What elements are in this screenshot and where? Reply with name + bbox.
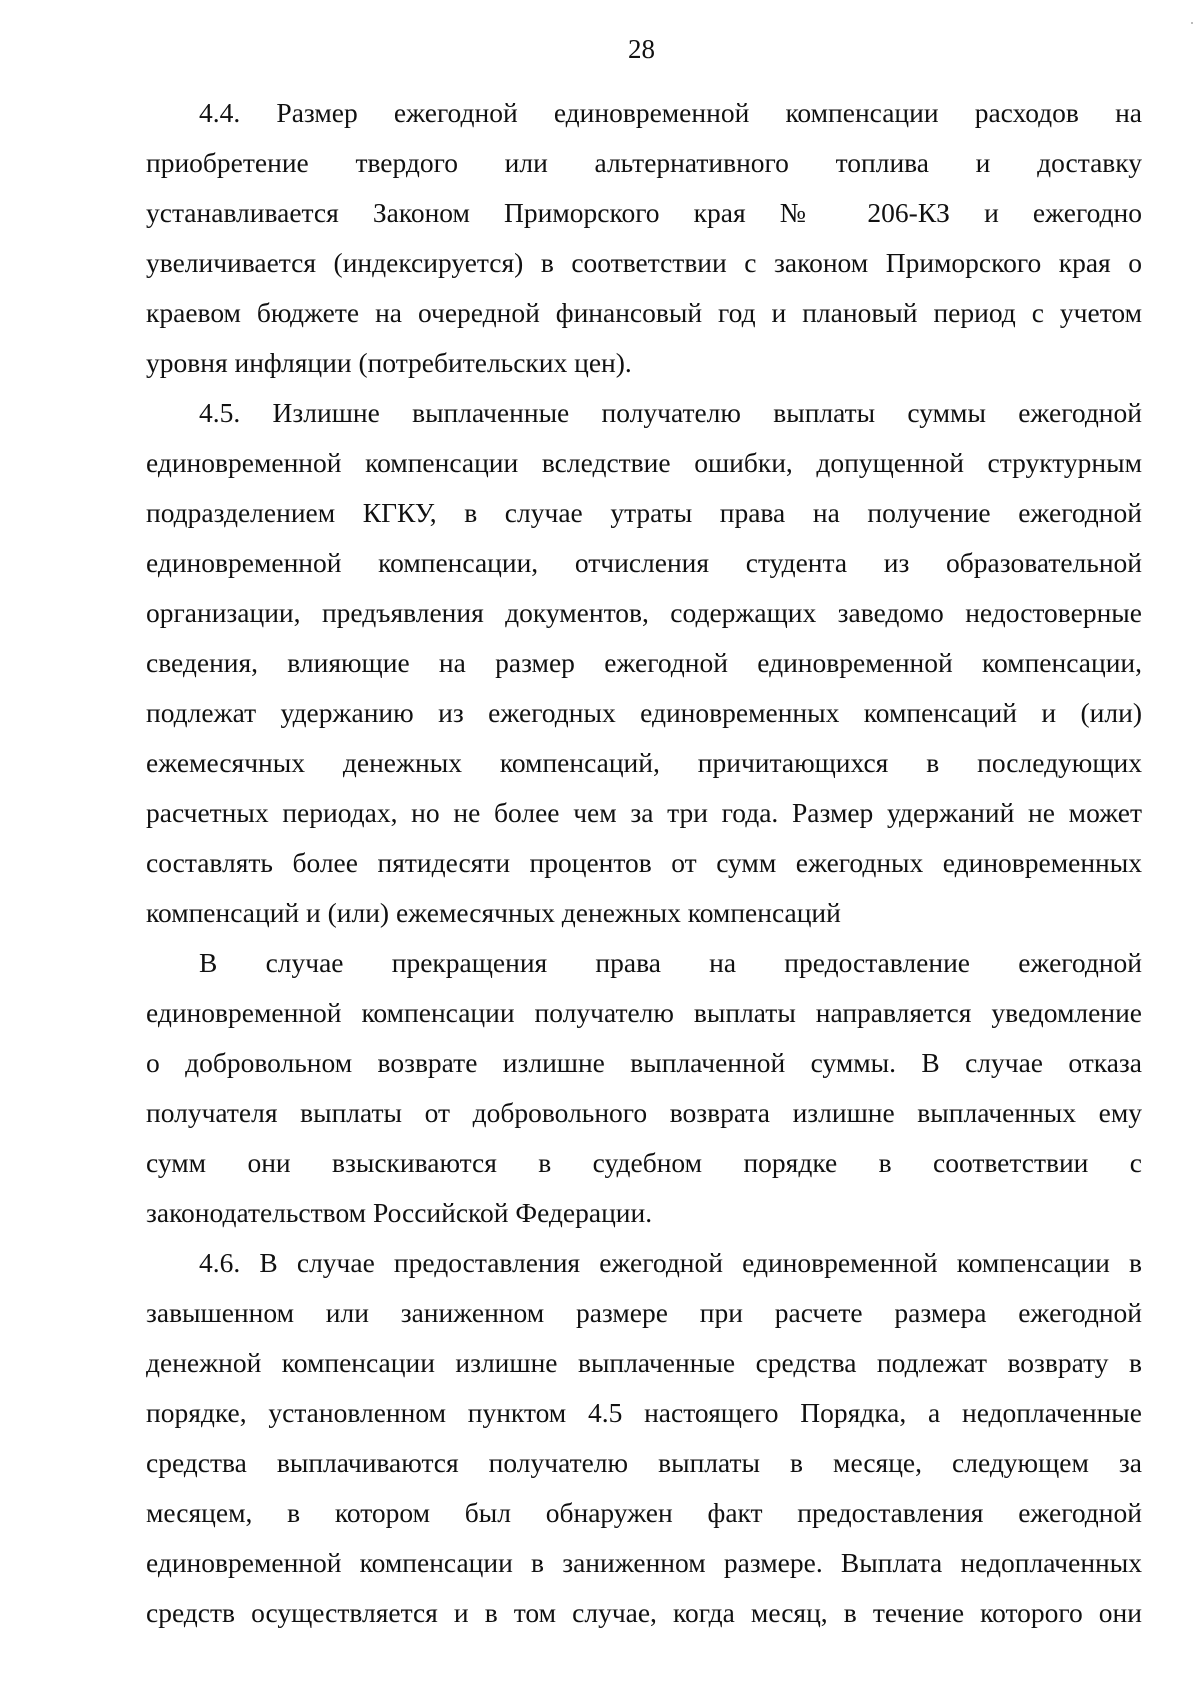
- document-body: [146, 88, 1142, 1638]
- text-line: расчетных периодах, но не более чем за три года. Размер удержаний не может: [146, 797, 1142, 828]
- text-line: увеличивается (индексируется) в соответствии с законом Приморского края о: [146, 247, 1142, 278]
- paragraph-4-6: [146, 1238, 1142, 1638]
- text-line: сведения, влияющие на размер ежегодной единовременной компенсации,: [146, 647, 1142, 678]
- text-line: единовременной компенсации получателю выплаты направляется уведомление: [146, 997, 1142, 1028]
- text-line: 4.5. Излишне выплаченные получателю выплаты суммы ежегодной: [199, 397, 1142, 428]
- text-line: о добровольном возврате излишне выплаченной суммы. В случае отказа: [146, 1047, 1142, 1078]
- text-line: составлять более пятидесяти процентов от сумм ежегодных единовременных: [146, 847, 1142, 878]
- text-line: устанавливается Законом Приморского края № 206-КЗ и ежегодно: [146, 197, 1142, 228]
- text-line: средств осуществляется и в том случае, когда месяц, в течение которого они: [146, 1597, 1142, 1628]
- text-line: единовременной компенсации в заниженном размере. Выплата недоплаченных: [146, 1547, 1142, 1578]
- scan-artifact: [1191, 22, 1193, 24]
- text-line: компенсаций и (или) ежемесячных денежных компенсаций: [146, 897, 841, 928]
- text-line: законодательством Российской Федерации.: [146, 1197, 653, 1228]
- text-line: получателя выплаты от добровольного возврата излишне выплаченных ему: [146, 1097, 1142, 1128]
- text-line: завышенном или заниженном размере при расчете размера ежегодной: [146, 1297, 1142, 1328]
- text-line: 4.4. Размер ежегодной единовременной компенсации расходов на: [199, 97, 1142, 128]
- text-line: В случае прекращения права на предоставление ежегодной: [199, 947, 1142, 978]
- paragraph-4-5: [146, 388, 1142, 938]
- text-line: приобретение твердого или альтернативного топлива и доставку: [146, 147, 1142, 178]
- text-line: краевом бюджете на очередной финансовый год и плановый период с учетом: [146, 297, 1142, 328]
- text-line: уровня инфляции (потребительских цен).: [146, 347, 632, 378]
- text-line: единовременной компенсации, отчисления студента из образовательной: [146, 547, 1142, 578]
- text-line: месяцем, в котором был обнаружен факт предоставления ежегодной: [146, 1497, 1142, 1528]
- text-line: сумм они взыскиваются в судебном порядке в соответствии с: [146, 1147, 1142, 1178]
- text-line: средства выплачиваются получателю выплаты в месяце, следующем за: [146, 1447, 1142, 1478]
- paragraph-refund-notice: [146, 938, 1142, 1238]
- paragraph-4-4: [146, 88, 1142, 388]
- text-line: порядке, установленном пунктом 4.5 настоящего Порядка, а недоплаченные: [146, 1397, 1142, 1428]
- text-line: организации, предъявления документов, содержащих заведомо недостоверные: [146, 597, 1142, 628]
- text-line: подлежат удержанию из ежегодных единовременных компенсаций и (или): [146, 697, 1142, 728]
- text-line: 4.6. В случае предоставления ежегодной единовременной компенсации в: [199, 1247, 1142, 1278]
- text-line: единовременной компенсации вследствие ошибки, допущенной структурным: [146, 447, 1142, 478]
- text-line: денежной компенсации излишне выплаченные средства подлежат возврату в: [146, 1347, 1142, 1378]
- page-number: 28: [628, 34, 655, 64]
- text-line: подразделением КГКУ, в случае утраты права на получение ежегодной: [146, 497, 1142, 528]
- text-line: ежемесячных денежных компенсаций, причитающихся в последующих: [146, 747, 1142, 778]
